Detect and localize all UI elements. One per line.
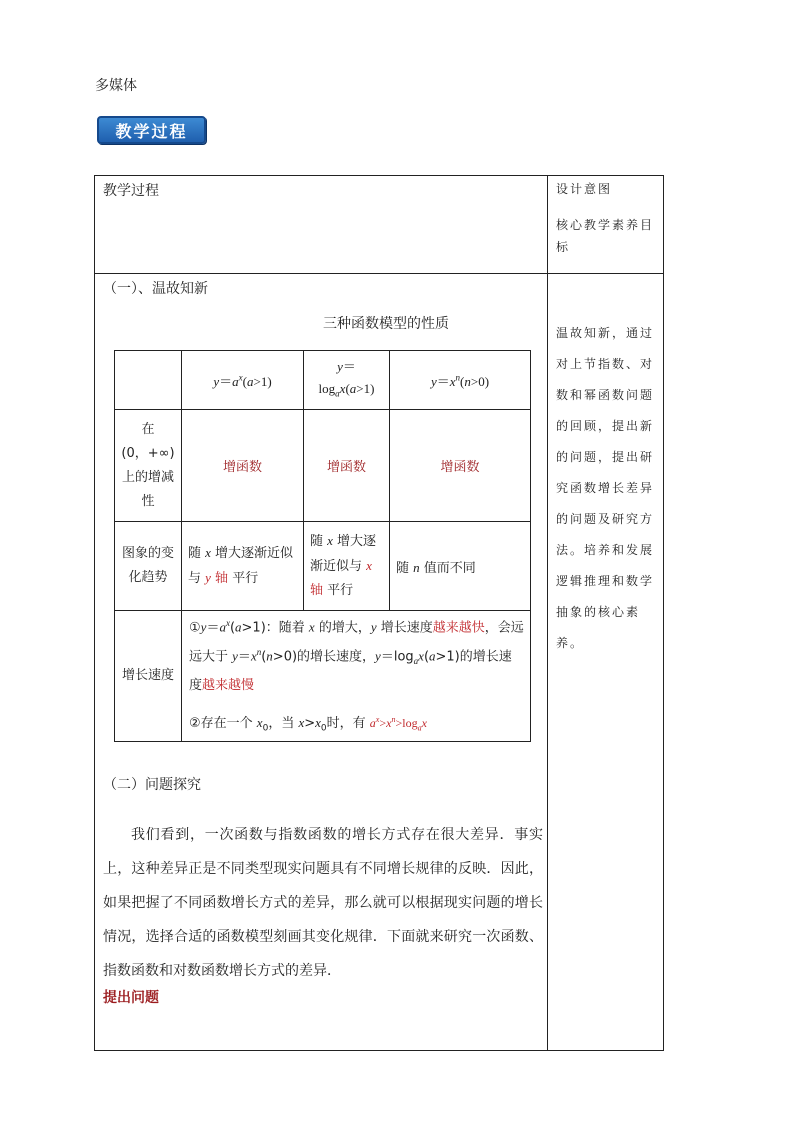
design-intent-notes: 温故知新，通过对上节指数、对数和幂函数问题的回顾，提出新的问题，提出研究函数增长差异的问题及研究方法。培养和发展逻辑推理和数学抽象的核心素养。: [556, 326, 655, 650]
graph-trend-logarithmic: 随 x 增大逐渐近似与 x 轴 平行: [304, 522, 390, 611]
properties-table-title: 三种函数模型的性质: [323, 316, 449, 332]
header-divider: [94, 273, 664, 274]
row-label-growth-speed: 增长速度: [115, 611, 182, 742]
growth-speed-line-1: $①y=a^x(a>1)$：随着 x 的增大，y 增长速度越来越快，会远远大于 $y=x^n(n>0)$的增长速度，$y=\log_ax(a>1)$的增长速度越来越慢: [189, 618, 524, 694]
monotone-exponential: 增函数: [182, 410, 304, 522]
graph-trend-exponential: 随 x 增大逐渐近似与 y 轴 平行: [182, 522, 304, 611]
col-header-exponential: $y=a^x(a>1)$: [182, 351, 304, 410]
section-banner: 教学过程: [97, 116, 206, 144]
process-column-header: 教学过程: [103, 183, 159, 199]
col-header-logarithmic: y＝ $\log_ax(a>1)$: [304, 351, 390, 410]
column-divider: [547, 175, 548, 1051]
growth-speed-description: [182, 611, 531, 742]
corner-cell: [115, 351, 182, 410]
media-label: 多媒体: [95, 78, 137, 94]
inquiry-paragraph: 我们看到，一次函数与指数函数的增长方式存在很大差异．事实上，这种差异正是不同类型现实问题具有不同增长规律的反映．因此，如果把握了不同函数增长方式的差异，那么就可以根据现实问题的增长情况，选择合适的函数模型刻画其变化规律．下面就来研究一次函数、指数函数和对数函数增长方式的差异．: [103, 827, 543, 979]
core-goal-header: 核心教学素养目标: [556, 218, 655, 254]
table-row-graph-trend: [115, 522, 531, 611]
table-row-growth-speed: [115, 611, 531, 742]
row-label-graph-trend: 图象的变化趋势: [115, 522, 182, 611]
review-heading: （一）、温故知新: [103, 281, 208, 297]
design-intent-header: 设计意图: [556, 182, 613, 196]
col-header-power: $y=x^n(n>0)$: [390, 351, 531, 410]
growth-speed-line-2: ②存在一个 $x_0$，当 $x>x_0$时，有 $a^x>x^n>\log_ax$: [189, 715, 427, 734]
raise-question-label: 提出问题: [103, 990, 159, 1006]
properties-table: [114, 350, 531, 742]
monotone-logarithmic: 增函数: [304, 410, 390, 522]
graph-trend-power: 随 n 值而不同: [390, 522, 531, 611]
inquiry-heading: （二）问题探究: [103, 777, 201, 793]
row-label-monotonicity: 在(0，+∞)上的增减性: [115, 410, 182, 522]
table-header-row: [115, 351, 531, 410]
table-row-monotonicity: [115, 410, 531, 522]
monotone-power: 增函数: [390, 410, 531, 522]
